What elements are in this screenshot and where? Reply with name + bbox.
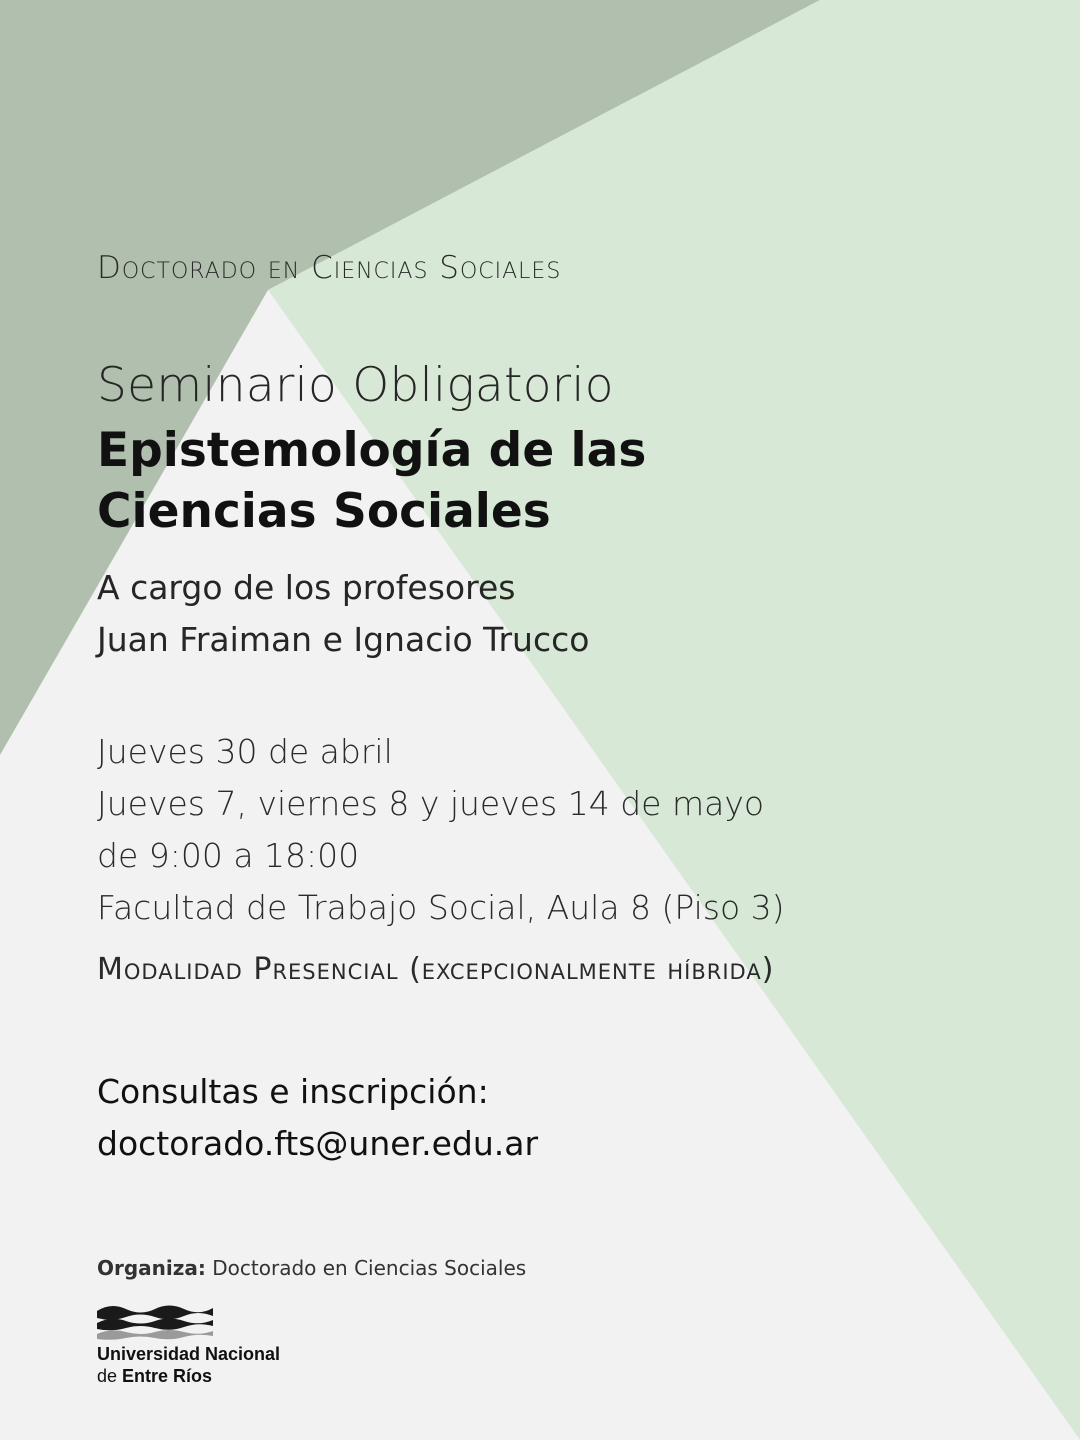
contact-label: Consultas e inscripción: bbox=[97, 1072, 489, 1111]
organizer-line bbox=[97, 1256, 526, 1280]
waves-logo-icon bbox=[97, 1302, 213, 1340]
seminar-title-line-2: Ciencias Sociales bbox=[97, 484, 551, 539]
university-name-place: Entre Ríos bbox=[122, 1366, 213, 1386]
university-name-line-1: Universidad Nacional bbox=[97, 1344, 281, 1364]
contact-email: doctorado.fts@uner.edu.ar bbox=[97, 1124, 539, 1163]
location-line: Facultad de Trabajo Social, Aula 8 (Piso 3) bbox=[97, 888, 785, 927]
university-name-line-2 bbox=[97, 1366, 212, 1387]
seminar-title bbox=[97, 420, 646, 542]
seminar-title-line-1: Epistemología de las bbox=[97, 423, 647, 478]
organizer-label: Organiza: bbox=[97, 1256, 206, 1280]
date-line-2: Jueves 7, viernes 8 y jueves 14 de mayo bbox=[97, 784, 765, 823]
program-kicker: Doctorado en Ciencias Sociales bbox=[97, 250, 562, 286]
professors-names: Juan Fraiman e Ignacio Trucco bbox=[97, 620, 590, 659]
seminar-type: Seminario Obligatorio bbox=[97, 358, 614, 413]
date-line-1: Jueves 30 de abril bbox=[97, 732, 393, 771]
professors-intro: A cargo de los profesores bbox=[97, 568, 516, 607]
modality: Modalidad Presencial (excepcionalmente híbrida) bbox=[97, 952, 775, 987]
university-name-prefix: de bbox=[97, 1366, 118, 1386]
organizer-value: Doctorado en Ciencias Sociales bbox=[212, 1256, 527, 1280]
time-line: de 9:00 a 18:00 bbox=[97, 836, 360, 875]
